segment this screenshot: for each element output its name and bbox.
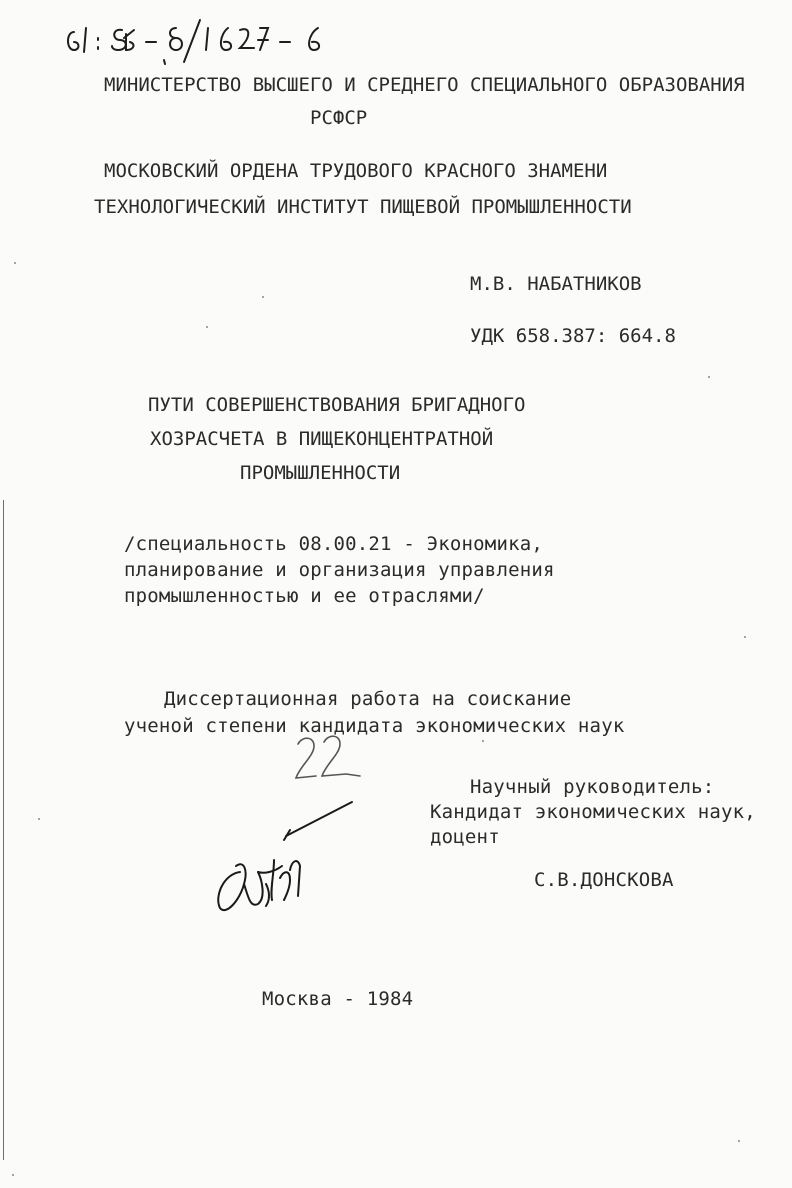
- institute-line-2: ТЕХНОЛОГИЧЕСКИЙ ИНСТИТУТ ПИЩЕВОЙ ПРОМЫШЛЕННОСТИ: [94, 196, 632, 218]
- scan-speck: [12, 1174, 14, 1176]
- author-name: М.В. НАБАТНИКОВ: [470, 273, 642, 295]
- title-line-2: ХОЗРАСЧЕТА В ПИЩЕКОНЦЕНТРАТНОЙ: [150, 428, 494, 450]
- udc-code: УДК 658.387: 664.8: [470, 325, 676, 347]
- scan-speck: [708, 376, 710, 378]
- republic-heading: РСФСР: [310, 107, 368, 129]
- supervisor-name: С.В.ДОНСКОВА: [534, 869, 674, 891]
- degree-line-2: ученой степени кандидата экономических наук: [124, 715, 625, 737]
- handwritten-catalog-note: [60, 14, 360, 66]
- degree-line-1: Диссертационная работа на соискание: [164, 688, 572, 710]
- scan-speck: [482, 740, 484, 742]
- specialty-line-1: /специальность 08.00.21 - Экономика,: [124, 533, 544, 555]
- scan-edge-line: [3, 500, 4, 1160]
- supervisor-rank: доцент: [430, 826, 500, 848]
- scan-speck: [262, 296, 264, 298]
- specialty-line-2: планирование и организация управления: [124, 559, 555, 581]
- supervisor-title: Кандидат экономических наук,: [430, 801, 756, 823]
- scan-speck: [14, 262, 16, 264]
- title-line-1: ПУТИ СОВЕРШЕНСТВОВАНИЯ БРИГАДНОГО: [148, 394, 526, 416]
- city-and-year: Москва - 1984: [262, 988, 414, 1010]
- scan-speck: [38, 818, 40, 820]
- institute-line-1: МОСКОВСКИЙ ОРДЕНА ТРУДОВОГО КРАСНОГО ЗНАМЕНИ: [104, 160, 608, 182]
- specialty-line-3: промышленностью и ее отраслями/: [124, 585, 485, 607]
- handwritten-signature: [200, 800, 370, 920]
- title-line-3: ПРОМЫШЛЕННОСТИ: [240, 462, 401, 484]
- ministry-heading: МИНИСТЕРСТВО ВЫСШЕГО И СРЕДНЕГО СПЕЦИАЛЬНОГО ОБРАЗОВАНИЯ: [104, 74, 745, 96]
- scan-speck: [206, 326, 208, 328]
- handwritten-page-number: [290, 732, 370, 788]
- supervisor-label: Научный руководитель:: [470, 776, 715, 798]
- scan-speck: [738, 1140, 740, 1142]
- scan-speck: [744, 636, 746, 638]
